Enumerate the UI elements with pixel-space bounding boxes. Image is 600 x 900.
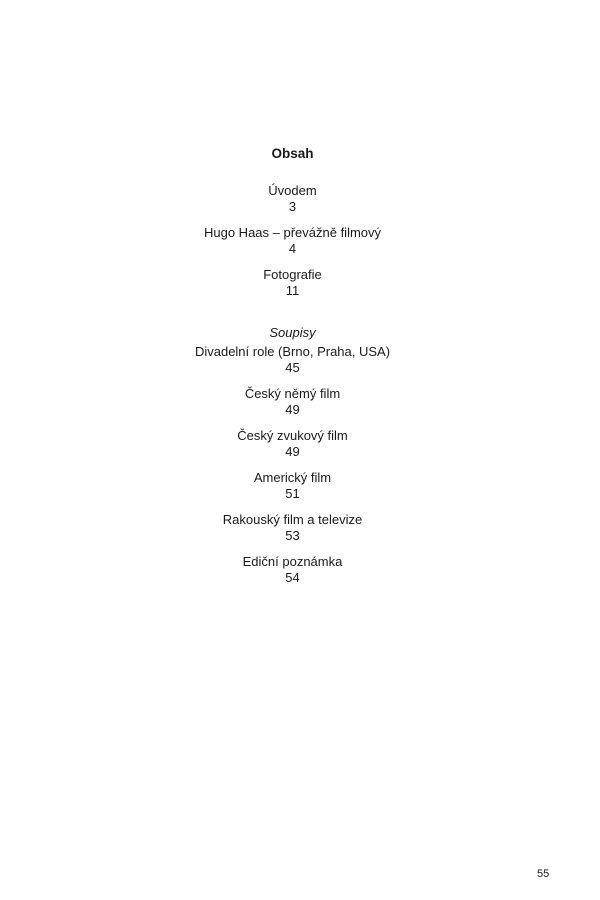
toc-entry-page: 49 xyxy=(285,444,300,459)
toc-entry-label: Americký film xyxy=(253,470,332,485)
toc-section-title: Soupisy xyxy=(269,325,316,340)
toc-entry xyxy=(0,344,585,376)
toc-entry-label: Hugo Haas – převážně filmový xyxy=(203,225,382,240)
toc-entry-label: Český zvukový film xyxy=(237,428,348,443)
toc-entry-page: 11 xyxy=(285,283,300,298)
toc-entry-label: Rakouský film a televize xyxy=(222,512,363,527)
toc-entry-page: 45 xyxy=(285,360,300,375)
toc-entry xyxy=(0,470,585,502)
toc-entry xyxy=(0,554,585,586)
toc-entry-page: 54 xyxy=(285,570,300,585)
toc-title: Obsah xyxy=(271,146,314,161)
toc-entry-label: Divadelní role (Brno, Praha, USA) xyxy=(194,344,391,359)
toc-entry-page: 3 xyxy=(288,199,297,214)
toc-entry-page: 53 xyxy=(285,528,300,543)
toc-entry xyxy=(0,428,585,460)
toc-entry-label: Fotografie xyxy=(263,267,322,282)
section-spacer xyxy=(0,309,585,325)
toc-entry xyxy=(0,512,585,544)
toc-entry xyxy=(0,386,585,418)
toc-entry xyxy=(0,183,585,215)
page-number: 55 xyxy=(537,868,550,880)
toc-entry-label: Úvodem xyxy=(268,183,317,198)
toc-entry-page: 51 xyxy=(285,486,300,501)
toc-entry-page: 4 xyxy=(288,241,297,256)
toc-entry-page: 49 xyxy=(285,402,300,417)
table-of-contents xyxy=(0,146,585,596)
toc-entry-label: Ediční poznámka xyxy=(242,554,343,569)
toc-entry-label: Český němý film xyxy=(244,386,341,401)
toc-entry xyxy=(0,267,585,299)
toc-entry xyxy=(0,225,585,257)
